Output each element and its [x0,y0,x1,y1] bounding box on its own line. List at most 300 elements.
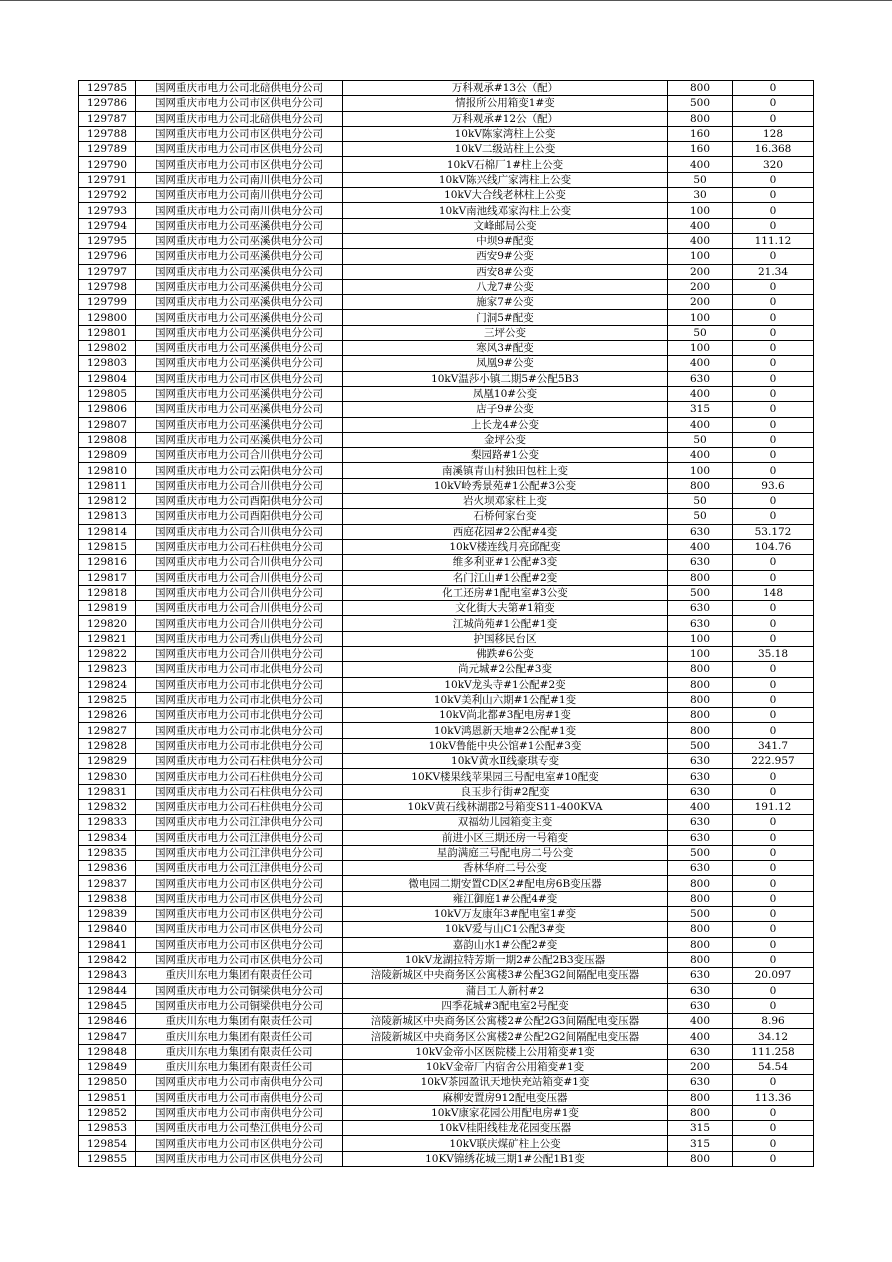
capacity-cell: 400 [668,1029,733,1044]
company-cell: 国网重庆市电力公司酉阳供电分公司 [136,509,343,524]
company-cell: 国网重庆市电力公司巫溪供电分公司 [136,341,343,356]
company-cell: 国网重庆市电力公司市区供电分公司 [136,922,343,937]
capacity-cell: 100 [668,631,733,646]
value-cell: 0 [733,172,814,187]
table-row [79,952,814,967]
company-cell: 国网重庆市电力公司合川供电分公司 [136,646,343,661]
transformer-name-cell: 万科观承#12公（配） [343,111,668,126]
row-id-cell: 129851 [79,1090,136,1105]
capacity-cell: 630 [668,371,733,386]
table-row [79,723,814,738]
capacity-cell: 500 [668,845,733,860]
table-row [79,861,814,876]
row-id-cell: 129841 [79,937,136,952]
value-cell: 0 [733,295,814,310]
value-cell: 0 [733,509,814,524]
row-id-cell: 129800 [79,310,136,325]
value-cell: 0 [733,386,814,401]
company-cell: 国网重庆市电力公司市区供电分公司 [136,907,343,922]
capacity-cell: 630 [668,968,733,983]
row-id-cell: 129815 [79,539,136,554]
capacity-cell: 100 [668,341,733,356]
value-cell: 35.18 [733,646,814,661]
table-row [79,555,814,570]
company-cell: 国网重庆市电力公司市区供电分公司 [136,937,343,952]
row-id-cell: 129828 [79,738,136,753]
transformer-name-cell: 店子9#公变 [343,402,668,417]
row-id-cell: 129831 [79,784,136,799]
capacity-cell: 630 [668,784,733,799]
table-row [79,830,814,845]
company-cell: 国网重庆市电力公司石柱供电分公司 [136,754,343,769]
capacity-cell: 630 [668,861,733,876]
company-cell: 国网重庆市电力公司合川供电分公司 [136,616,343,631]
row-id-cell: 129855 [79,1151,136,1166]
transformer-name-cell: 万科观承#13公（配） [343,81,668,96]
value-cell: 0 [733,861,814,876]
company-cell: 国网重庆市电力公司巫溪供电分公司 [136,417,343,432]
table-row [79,356,814,371]
table-row [79,126,814,141]
value-cell: 0 [733,1121,814,1136]
capacity-cell: 800 [668,723,733,738]
table-row [79,218,814,233]
transformer-name-cell: 10kV万友康年3#配电室1#变 [343,907,668,922]
table-row [79,616,814,631]
row-id-cell: 129840 [79,922,136,937]
value-cell: 0 [733,1151,814,1166]
company-cell: 重庆川东电力集团有限责任公司 [136,1044,343,1059]
table-row [79,1044,814,1059]
transformer-name-cell: 10kV鲁能中央公馆#1公配#3变 [343,738,668,753]
company-cell: 国网重庆市电力公司市北供电分公司 [136,677,343,692]
row-id-cell: 129830 [79,769,136,784]
transformer-name-cell: 江城尚苑#1公配#1变 [343,616,668,631]
company-cell: 国网重庆市电力公司市区供电分公司 [136,371,343,386]
row-id-cell: 129794 [79,218,136,233]
company-cell: 国网重庆市电力公司酉阳供电分公司 [136,494,343,509]
transformer-name-cell: 10kV爱与山C1公配3#变 [343,922,668,937]
table-row [79,172,814,187]
row-id-cell: 129852 [79,1105,136,1120]
table-row [79,769,814,784]
capacity-cell: 800 [668,111,733,126]
table-row [79,157,814,172]
transformer-name-cell: 香林华府二号公变 [343,861,668,876]
company-cell: 国网重庆市电力公司市区供电分公司 [136,157,343,172]
company-cell: 国网重庆市电力公司市北供电分公司 [136,723,343,738]
capacity-cell: 630 [668,1075,733,1090]
value-cell: 0 [733,815,814,830]
value-cell: 16.368 [733,142,814,157]
row-id-cell: 129843 [79,968,136,983]
company-cell: 重庆川东电力集团有限责任公司 [136,1029,343,1044]
row-id-cell: 129824 [79,677,136,692]
capacity-cell: 800 [668,692,733,707]
company-cell: 国网重庆市电力公司江津供电分公司 [136,845,343,860]
transformer-name-cell: 寒风3#配变 [343,341,668,356]
company-cell: 国网重庆市电力公司巫溪供电分公司 [136,402,343,417]
capacity-cell: 50 [668,325,733,340]
value-cell: 0 [733,1105,814,1120]
company-cell: 国网重庆市电力公司南川供电分公司 [136,203,343,218]
capacity-cell: 315 [668,1136,733,1151]
transformer-name-cell: 文化街大夫第#1箱变 [343,601,668,616]
row-id-cell: 129807 [79,417,136,432]
value-cell: 21.34 [733,264,814,279]
table-row [79,907,814,922]
row-id-cell: 129820 [79,616,136,631]
transformer-name-cell: 10kV茶园盈讯天地快充站箱变#1变 [343,1075,668,1090]
capacity-cell: 400 [668,799,733,814]
row-id-cell: 129813 [79,509,136,524]
transformer-name-cell: 名门江山#1公配#2变 [343,570,668,585]
table-row [79,279,814,294]
capacity-cell: 200 [668,1060,733,1075]
company-cell: 国网重庆市电力公司北碚供电分公司 [136,111,343,126]
value-cell: 0 [733,922,814,937]
table-row [79,784,814,799]
transformer-name-cell: 西安8#公变 [343,264,668,279]
transformer-name-cell: 10KV锦绣花城三期1#公配1B1变 [343,1151,668,1166]
capacity-cell: 315 [668,402,733,417]
value-cell: 20.097 [733,968,814,983]
row-id-cell: 129825 [79,692,136,707]
row-id-cell: 129836 [79,861,136,876]
company-cell: 国网重庆市电力公司巫溪供电分公司 [136,249,343,264]
table-row [79,463,814,478]
value-cell: 0 [733,631,814,646]
capacity-cell: 630 [668,998,733,1013]
company-cell: 国网重庆市电力公司垫江供电分公司 [136,1121,343,1136]
transformer-name-cell: 10kV楼连线月亮邱配变 [343,539,668,554]
value-cell: 0 [733,723,814,738]
capacity-cell: 400 [668,386,733,401]
row-id-cell: 129792 [79,188,136,203]
transformer-name-cell: 西庭花园#2公配#4变 [343,524,668,539]
company-cell: 国网重庆市电力公司巫溪供电分公司 [136,310,343,325]
capacity-cell: 630 [668,601,733,616]
capacity-cell: 800 [668,1151,733,1166]
transformer-name-cell: 化工还房#1配电室#3公变 [343,585,668,600]
table-row [79,1060,814,1075]
company-cell: 国网重庆市电力公司市区供电分公司 [136,142,343,157]
table-row [79,968,814,983]
value-cell: 0 [733,830,814,845]
value-cell: 0 [733,249,814,264]
table-row [79,417,814,432]
value-cell: 0 [733,203,814,218]
transformer-name-cell: 涪陵新城区中央商务区公寓楼2#公配2G2间隔配电变压器 [343,1029,668,1044]
table-row [79,264,814,279]
table-row [79,371,814,386]
table-row [79,983,814,998]
company-cell: 国网重庆市电力公司巫溪供电分公司 [136,218,343,233]
table-row [79,937,814,952]
capacity-cell: 160 [668,142,733,157]
transformer-name-cell: 10kV陈兴线广家湾柱上公变 [343,172,668,187]
company-cell: 国网重庆市电力公司铜梁供电分公司 [136,998,343,1013]
value-cell: 0 [733,111,814,126]
company-cell: 国网重庆市电力公司合川供电分公司 [136,448,343,463]
company-cell: 国网重庆市电力公司巫溪供电分公司 [136,356,343,371]
company-cell: 国网重庆市电力公司合川供电分公司 [136,601,343,616]
company-cell: 国网重庆市电力公司市北供电分公司 [136,708,343,723]
company-cell: 重庆川东电力集团有限责任公司 [136,1060,343,1075]
capacity-cell: 200 [668,295,733,310]
company-cell: 国网重庆市电力公司市区供电分公司 [136,126,343,141]
company-cell: 国网重庆市电力公司巫溪供电分公司 [136,325,343,340]
row-id-cell: 129812 [79,494,136,509]
row-id-cell: 129827 [79,723,136,738]
transformer-name-cell: 涪陵新城区中央商务区公寓楼3#公配3G2间隔配电变压器 [343,968,668,983]
table-row [79,386,814,401]
transformer-name-cell: 八龙7#公变 [343,279,668,294]
value-cell: 0 [733,952,814,967]
row-id-cell: 129788 [79,126,136,141]
row-id-cell: 129818 [79,585,136,600]
transformer-name-cell: 上长龙4#公变 [343,417,668,432]
value-cell: 0 [733,891,814,906]
row-id-cell: 129823 [79,662,136,677]
transformer-name-cell: 10kV黄水Ⅱ线豪琪专变 [343,754,668,769]
capacity-cell: 100 [668,203,733,218]
company-cell: 国网重庆市电力公司南川供电分公司 [136,188,343,203]
transformer-name-cell: 10kV鸿恩新天地#2公配#1变 [343,723,668,738]
table-row [79,96,814,111]
row-id-cell: 129822 [79,646,136,661]
company-cell: 重庆川东电力集团有限责任公司 [136,1014,343,1029]
transformer-name-cell: 蒲吕工人新村#2 [343,983,668,998]
company-cell: 国网重庆市电力公司合川供电分公司 [136,585,343,600]
table-row [79,1105,814,1120]
table-row [79,692,814,707]
row-id-cell: 129849 [79,1060,136,1075]
company-cell: 国网重庆市电力公司江津供电分公司 [136,830,343,845]
capacity-cell: 800 [668,662,733,677]
company-cell: 国网重庆市电力公司铜梁供电分公司 [136,983,343,998]
value-cell: 0 [733,81,814,96]
row-id-cell: 129842 [79,952,136,967]
capacity-cell: 800 [668,1105,733,1120]
company-cell: 国网重庆市电力公司市北供电分公司 [136,738,343,753]
table-row [79,111,814,126]
value-cell: 0 [733,616,814,631]
value-cell: 104.76 [733,539,814,554]
capacity-cell: 315 [668,1121,733,1136]
table-row [79,570,814,585]
capacity-cell: 630 [668,769,733,784]
capacity-cell: 400 [668,218,733,233]
row-id-cell: 129795 [79,233,136,248]
value-cell: 0 [733,448,814,463]
table-row [79,341,814,356]
company-cell: 国网重庆市电力公司巫溪供电分公司 [136,264,343,279]
value-cell: 0 [733,432,814,447]
row-id-cell: 129819 [79,601,136,616]
transformer-name-cell: 10kV桂阳线桂龙花园变压器 [343,1121,668,1136]
table-row [79,524,814,539]
value-cell: 0 [733,570,814,585]
value-cell: 0 [733,494,814,509]
capacity-cell: 50 [668,509,733,524]
row-id-cell: 129821 [79,631,136,646]
capacity-cell: 800 [668,570,733,585]
table-row [79,494,814,509]
capacity-cell: 630 [668,555,733,570]
table-row [79,1014,814,1029]
value-cell: 0 [733,983,814,998]
row-id-cell: 129832 [79,799,136,814]
company-cell: 国网重庆市电力公司巫溪供电分公司 [136,279,343,294]
transformer-name-cell: 10kV二级站柱上公变 [343,142,668,157]
row-id-cell: 129787 [79,111,136,126]
transformer-name-cell: 10kV石棉厂1#柱上公变 [343,157,668,172]
company-cell: 国网重庆市电力公司江津供电分公司 [136,861,343,876]
transformer-name-cell: 双福幼儿园箱变主变 [343,815,668,830]
value-cell: 0 [733,876,814,891]
row-id-cell: 129826 [79,708,136,723]
capacity-cell: 630 [668,815,733,830]
capacity-cell: 100 [668,646,733,661]
value-cell: 53.172 [733,524,814,539]
row-id-cell: 129804 [79,371,136,386]
value-cell: 0 [733,417,814,432]
capacity-cell: 630 [668,1044,733,1059]
transformer-name-cell: 中坝9#配变 [343,233,668,248]
table-row [79,815,814,830]
table-row [79,249,814,264]
row-id-cell: 129816 [79,555,136,570]
company-cell: 国网重庆市电力公司市南供电分公司 [136,1090,343,1105]
value-cell: 0 [733,279,814,294]
row-id-cell: 129802 [79,341,136,356]
table-row [79,677,814,692]
transformer-name-cell: 四季花城#3配电室2号配变 [343,998,668,1013]
table-row [79,402,814,417]
row-id-cell: 129791 [79,172,136,187]
row-id-cell: 129835 [79,845,136,860]
value-cell: 341.7 [733,738,814,753]
value-cell: 0 [733,96,814,111]
row-id-cell: 129808 [79,432,136,447]
capacity-cell: 630 [668,524,733,539]
company-cell: 国网重庆市电力公司巫溪供电分公司 [136,386,343,401]
company-cell: 国网重庆市电力公司市区供电分公司 [136,876,343,891]
company-cell: 国网重庆市电力公司石柱供电分公司 [136,784,343,799]
row-id-cell: 129854 [79,1136,136,1151]
row-id-cell: 129817 [79,570,136,585]
table-row [79,585,814,600]
company-cell: 国网重庆市电力公司巫溪供电分公司 [136,233,343,248]
transformer-name-cell: 微电园二期安置CD区2#配电房6B变压器 [343,876,668,891]
transformer-name-cell: 南溪镇青山村独田包柱上变 [343,463,668,478]
capacity-cell: 500 [668,585,733,600]
value-cell: 320 [733,157,814,172]
row-id-cell: 129809 [79,448,136,463]
table-row [79,188,814,203]
table-row [79,845,814,860]
transformer-name-cell: 凤凰9#公变 [343,356,668,371]
row-id-cell: 129814 [79,524,136,539]
capacity-cell: 50 [668,172,733,187]
value-cell: 222.957 [733,754,814,769]
row-id-cell: 129797 [79,264,136,279]
transformer-name-cell: 石桥何家台变 [343,509,668,524]
value-cell: 0 [733,708,814,723]
capacity-cell: 200 [668,264,733,279]
capacity-cell: 400 [668,356,733,371]
transformer-name-cell: 雍江御庭1#公配4#变 [343,891,668,906]
company-cell: 国网重庆市电力公司秀山供电分公司 [136,631,343,646]
table-row [79,738,814,753]
transformer-name-cell: 梨园路#1公变 [343,448,668,463]
table-row [79,1075,814,1090]
value-cell: 0 [733,310,814,325]
transformer-name-cell: 金坪公变 [343,432,668,447]
value-cell: 0 [733,218,814,233]
value-cell: 0 [733,845,814,860]
table-row [79,478,814,493]
table-row [79,998,814,1013]
row-id-cell: 129853 [79,1121,136,1136]
capacity-cell: 800 [668,478,733,493]
value-cell: 0 [733,784,814,799]
value-cell: 0 [733,463,814,478]
company-cell: 国网重庆市电力公司云阳供电分公司 [136,463,343,478]
company-cell: 国网重庆市电力公司市区供电分公司 [136,1151,343,1166]
company-cell: 国网重庆市电力公司市区供电分公司 [136,891,343,906]
company-cell: 国网重庆市电力公司合川供电分公司 [136,570,343,585]
company-cell: 国网重庆市电力公司江津供电分公司 [136,815,343,830]
value-cell: 0 [733,677,814,692]
transformer-name-cell: 10kV康家花园公用配电房#1变 [343,1105,668,1120]
transformer-name-cell: 10kV岭秀景苑#1公配#3公变 [343,478,668,493]
company-cell: 国网重庆市电力公司合川供电分公司 [136,555,343,570]
table-row [79,631,814,646]
company-cell: 国网重庆市电力公司市南供电分公司 [136,1075,343,1090]
value-cell: 0 [733,601,814,616]
row-id-cell: 129793 [79,203,136,218]
transformer-name-cell: 10KV楼果线苹果园三号配电室#10配变 [343,769,668,784]
row-id-cell: 129805 [79,386,136,401]
capacity-cell: 800 [668,891,733,906]
table-row [79,1029,814,1044]
capacity-cell: 400 [668,157,733,172]
transformer-name-cell: 尚元城#2公配#3变 [343,662,668,677]
row-id-cell: 129829 [79,754,136,769]
table-row [79,646,814,661]
company-cell: 国网重庆市电力公司市南供电分公司 [136,1105,343,1120]
table-row [79,662,814,677]
capacity-cell: 400 [668,539,733,554]
company-cell: 国网重庆市电力公司巫溪供电分公司 [136,295,343,310]
company-cell: 国网重庆市电力公司南川供电分公司 [136,172,343,187]
company-cell: 国网重庆市电力公司北碚供电分公司 [136,81,343,96]
value-cell: 0 [733,937,814,952]
table-row [79,81,814,96]
table-row [79,754,814,769]
transformer-name-cell: 10kV尚北都#3配电房#1变 [343,708,668,723]
value-cell: 0 [733,555,814,570]
company-cell: 国网重庆市电力公司石柱供电分公司 [136,539,343,554]
table-row [79,509,814,524]
company-cell: 国网重庆市电力公司巫溪供电分公司 [136,432,343,447]
row-id-cell: 129834 [79,830,136,845]
table-row [79,142,814,157]
company-cell: 国网重庆市电力公司市区供电分公司 [136,96,343,111]
row-id-cell: 129837 [79,876,136,891]
